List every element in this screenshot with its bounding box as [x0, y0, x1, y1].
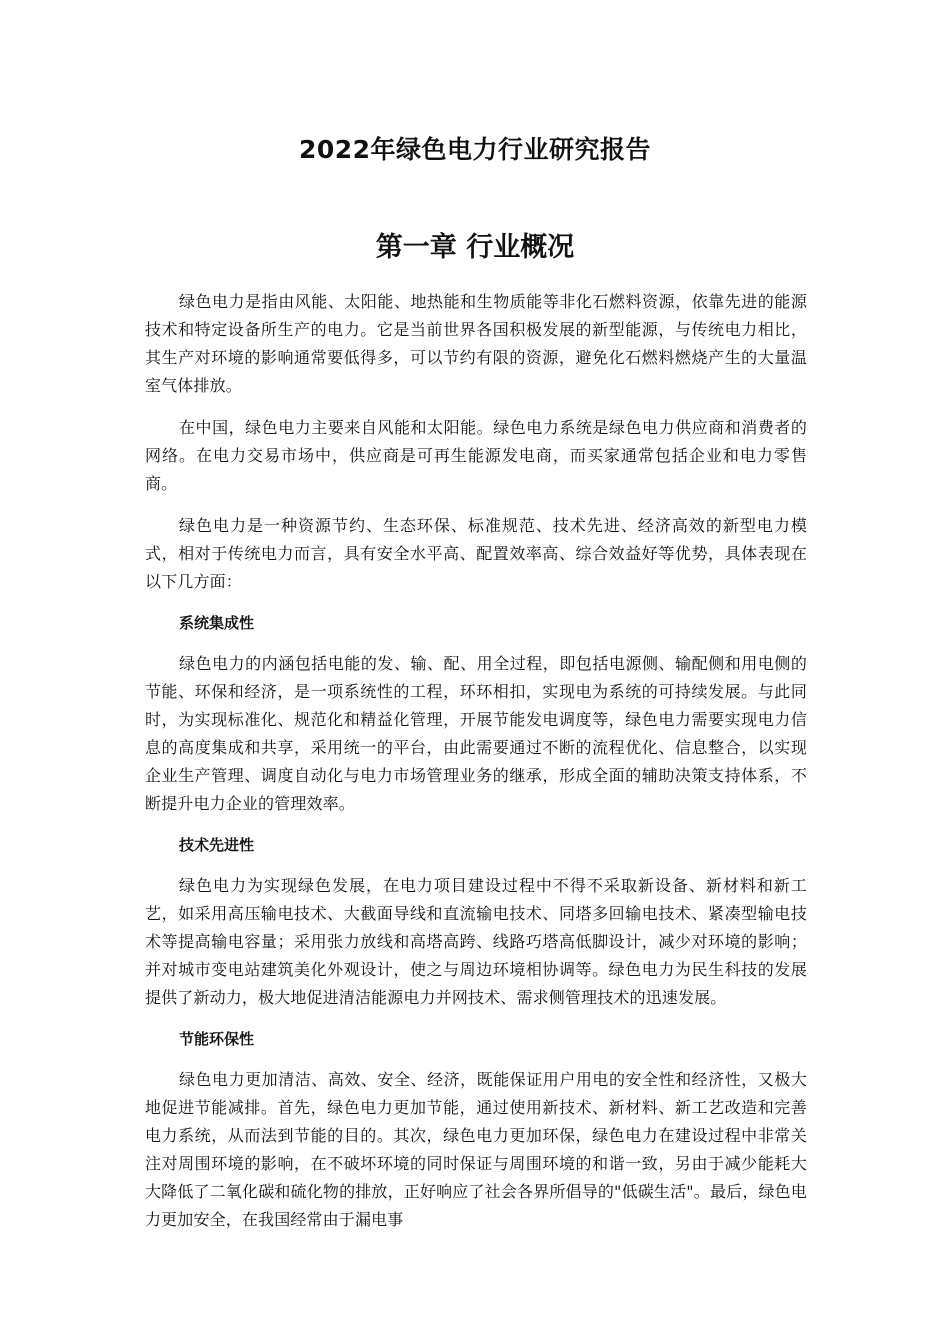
section-heading-energy-saving: 节能环保性 [179, 1030, 255, 1048]
intro-paragraph-2: 在中国，绿色电力主要来自风能和太阳能。绿色电力系统是绿色电力供应商和消费者的网络。在电力交易市场中，供应商是可再生能源发电商，而买家通常包括企业和电力零售商。 [145, 418, 807, 493]
section-heading-system-integration: 系统集成性 [179, 614, 255, 632]
section-paragraph-technology: 绿色电力为实现绿色发展，在电力项目建设过程中不得不采取新设备、新材料和新工艺，如采用高压输电技术、大截面导线和直流输电技术、同塔多回输电技术、紧凑型输电技术等提高输电容量；采用张力放线和高塔高跨、线路巧塔高低脚设计，减少对环境的影响；并对城市变电站建筑美化外观设计，使之与周边环境相协调等。绿色电力为民生科技的发展提供了新动力，极大地促进清洁能源电力并网技术、需求侧管理技术的迅速发展。 [145, 876, 807, 1007]
document-body [145, 288, 807, 1248]
intro-paragraph-1: 绿色电力是指由风能、太阳能、地热能和生物质能等非化石燃料资源，依靠先进的能源技术和特定设备所生产的电力。它是当前世界各国积极发展的新型能源，与传统电力相比，其生产对环境的影响通常要低得多，可以节约有限的资源，避免化石燃料燃烧产生的大量温室气体排放。 [145, 292, 807, 395]
section-paragraph-energy-saving: 绿色电力更加清洁、高效、安全、经济，既能保证用户用电的安全性和经济性，又极大地促进节能减排。首先，绿色电力更加节能，通过使用新技术、新材料、新工艺改造和完善电力系统，从而法到节能的目的。其次，绿色电力更加环保，绿色电力在建设过程中非常关注对周围环境的影响，在不破坏环境的同时保证与周围环境的和谐一致，另由于减少能耗大大降低了二氧化碳和硫化物的排放，正好响应了社会各界所倡导的"低碳生活"。最后，绿色电力更加安全，在我国经常由于漏电事 [145, 1070, 807, 1229]
section-heading-technology: 技术先进性 [179, 836, 255, 854]
document-title: 2022年绿色电力行业研究报告 [298, 135, 652, 164]
section-paragraph-system-integration: 绿色电力的内涵包括电能的发、输、配、用全过程，即包括电源侧、输配侧和用电侧的节能、环保和经济，是一项系统性的工程，环环相扣，实现电为系统的可持续发展。与此同时，为实现标准化、规范化和精益化管理，开展节能发电调度等，绿色电力需要实现电力信息的高度集成和共享，采用统一的平台，由此需要通过不断的流程优化、信息整合，以实现企业生产管理、调度自动化与电力市场管理业务的继承，形成全面的辅助决策支持体系，不断提升电力企业的管理效率。 [145, 654, 807, 813]
intro-paragraph-3: 绿色电力是一种资源节约、生态环保、标准规范、技术先进、经济高效的新型电力模式，相对于传统电力而言，具有安全水平高、配置效率高、综合效益好等优势，具体表现在以下几方面： [145, 516, 807, 591]
chapter-title: 第一章 行业概况 [375, 232, 575, 263]
